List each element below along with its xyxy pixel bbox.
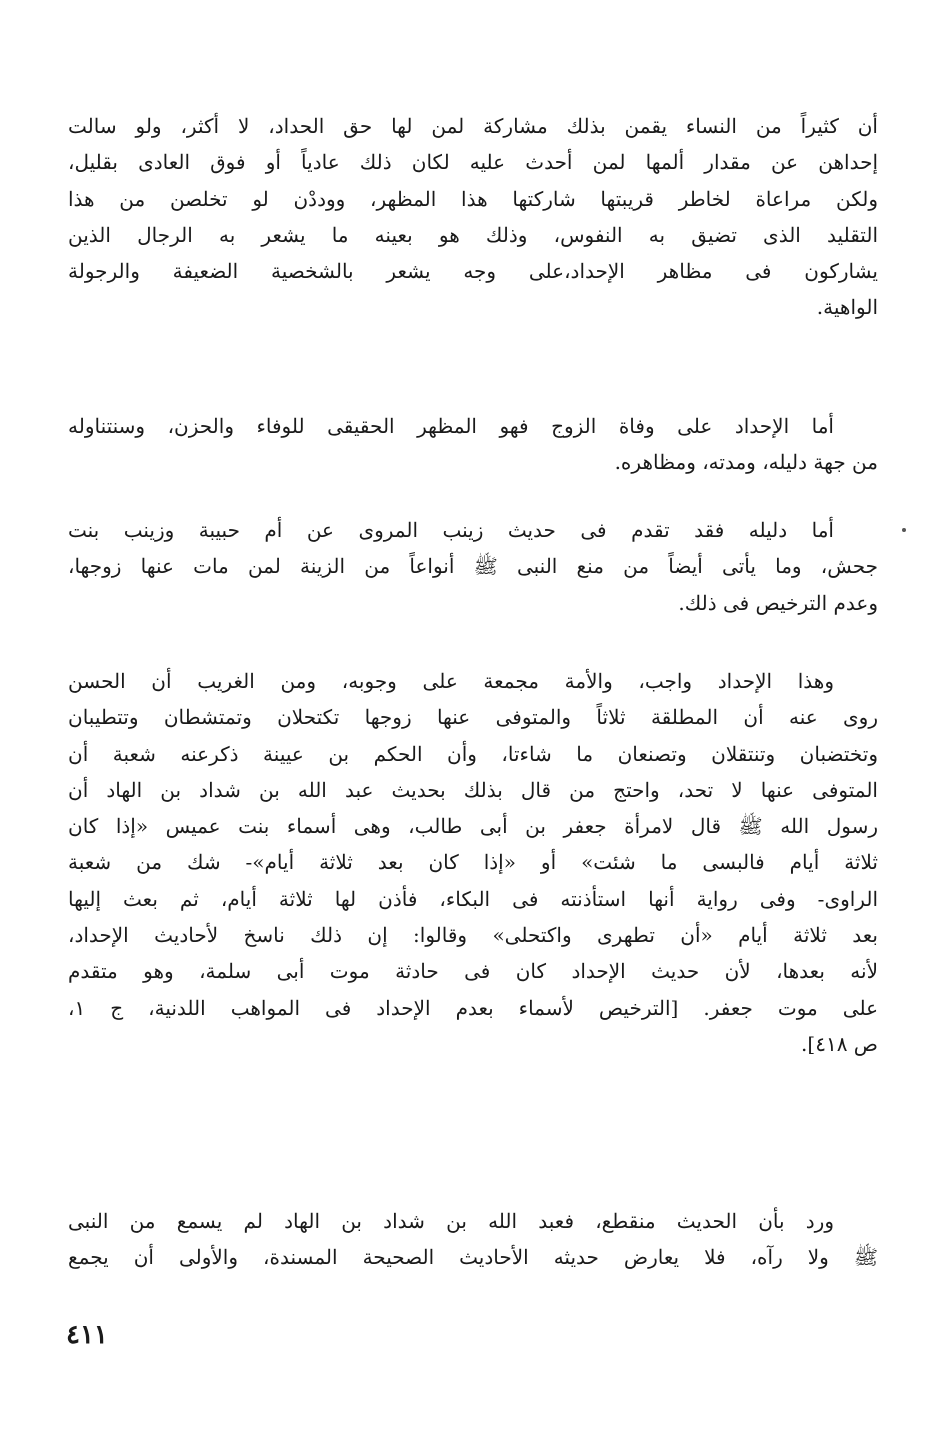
paragraph-line: الراوى- وفى رواية أنها استأذنته فى البكاء، فأذن لها ثلاثة أيام، ثم بعث إليها bbox=[68, 886, 878, 911]
paragraph-line: روى عنه أن المطلقة ثلاثاً والمتوفى عنها زوجها تكتحلان وتمتشطان وتتطيبان bbox=[68, 705, 878, 730]
paragraph-line: لأنه بعدها، لأن حديث الإحداد كان فى حادثة موت أبى سلمة، وهو متقدم bbox=[68, 959, 878, 984]
paragraph-line: وهذا الإحداد واجب، والأمة مجمعة على وجوبه، ومن الغريب أن الحسن bbox=[68, 669, 834, 693]
paragraph-3 bbox=[68, 512, 878, 621]
page-number: ٤١١ bbox=[66, 1320, 108, 1350]
paragraph-line: أن كثيراً من النساء يقمن بذلك مشاركة لمن لها حق الحداد، لا أكثر، ولو سالت bbox=[68, 114, 878, 138]
paragraph-line: الواهية. bbox=[816, 295, 878, 320]
paragraph-line: ورد بأن الحديث منقطع، فعبد الله بن شداد بن الهاد لم يسمع من النبى bbox=[68, 1209, 834, 1233]
scan-speck bbox=[902, 528, 906, 532]
paragraph-line: التقليد الذى تضيق به النفوس، وذلك هو بعينه ما يشعر به الرجال الذين bbox=[68, 222, 878, 247]
paragraph-line: ولكن مراعاة لخاطر قريبتها شاركتها هذا المظهر، ووددْن لو تخلصن من هذا bbox=[68, 186, 878, 211]
paragraph-1 bbox=[68, 108, 878, 326]
paragraph-line: وتختضبان وتنتقلان وتصنعان ما شاءتا، وأن الحكم بن عيينة ذكرعنه شعبة أن bbox=[68, 741, 878, 766]
paragraph-line: رسول الله ﷺ قال لامرأة جعفر بن أبى طالب، وهى أسماء بنت عميس «إذا كان bbox=[68, 814, 878, 839]
paragraph-2 bbox=[68, 408, 878, 481]
paragraph-line: إحداهن عن مقدار ألمها لمن أحدث عليه لكان ذلك عادياً أو فوق العادى بقليل، bbox=[68, 150, 878, 175]
paragraph-line: أما الإحداد على وفاة الزوج فهو المظهر الحقيقى للوفاء والحزن، وسنتناوله bbox=[68, 414, 834, 438]
paragraph-line: ﷺ ولا رآه، فلا يعارض حديثه الأحاديث الصحيحة المسندة، والأولى أن يجمع bbox=[68, 1245, 878, 1270]
paragraph-line: وعدم الترخيص فى ذلك. bbox=[678, 590, 878, 615]
paragraph-line: يشاركون فى مظاهر الإحداد،على وجه يشعر بالشخصية الضعيفة والرجولة bbox=[68, 259, 878, 284]
paragraph-5 bbox=[68, 1203, 878, 1276]
paragraph-line: ثلاثة أيام فالبسى ما شئت» أو «إذا كان بعد ثلاثة أيام»- شك من شعبة bbox=[68, 850, 878, 875]
paragraph-line: بعد ثلاثة أيام «أن تطهرى واكتحلى» وقالوا: إن ذلك ناسخ لأحاديث الإحداد، bbox=[68, 923, 878, 948]
paragraph-line: على موت جعفر. [الترخيص لأسماء بعدم الإحداد فى المواهب اللدنية، ج ١، bbox=[68, 995, 878, 1020]
paragraph-line: من جهة دليله، ومدته، ومظاهره. bbox=[614, 450, 878, 475]
paragraph-line: أما دليله فقد تقدم فى حديث زينب المروى عن أم حبيبة وزينب بنت bbox=[68, 518, 834, 542]
paragraph-line: المتوفى عنها لا تحد، واحتج من قال بذلك بحديث عبد الله بن شداد بن الهاد أن bbox=[68, 777, 878, 802]
paragraph-line: جحش، وما يأتى أيضاً من منع النبى ﷺ أنواعاً من الزينة لمن مات عنها زوجها، bbox=[68, 554, 878, 579]
paragraph-line: ص ٤١٨]. bbox=[801, 1031, 878, 1056]
paragraph-4 bbox=[68, 663, 878, 1062]
